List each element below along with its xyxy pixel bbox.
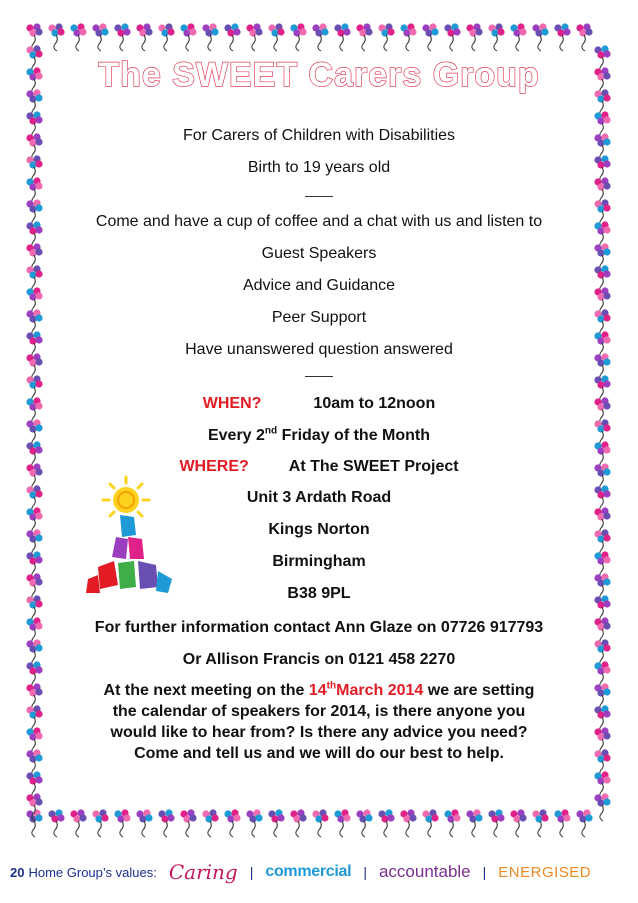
when-row [40, 394, 598, 414]
page-number: 20 [10, 864, 25, 880]
balloon-icon [532, 809, 548, 837]
value-caring: Caring [168, 860, 238, 884]
balloon-icon [466, 809, 482, 837]
balloon-icon [180, 23, 196, 51]
balloon-icon [202, 23, 218, 51]
balloon-icon [136, 23, 152, 51]
balloon-icon [246, 809, 262, 837]
balloon-icon [422, 23, 438, 51]
address-line: Unit 3 Ardath Road [246, 489, 392, 506]
footer-label: Home Group’s values: [28, 864, 157, 880]
balloon-icon [594, 177, 610, 205]
balloon-icon [136, 809, 152, 837]
balloon-icon [422, 809, 438, 837]
balloon-icon [92, 23, 108, 51]
frequency-post: Friday of the Month [277, 427, 431, 444]
contact-line-2: Or Allison Francis on 0121 458 2270 [182, 651, 456, 668]
meeting-line: would like to hear from? Is there any advice you need? [110, 724, 528, 741]
meeting-line: Come and tell us and we will do our best to help. [134, 745, 504, 762]
balloon-icon [202, 809, 218, 837]
balloon-icon [532, 23, 548, 51]
meeting-post: we are setting [423, 682, 535, 699]
balloon-icon [158, 809, 174, 837]
balloon-icon [48, 809, 64, 837]
balloon-icon [268, 809, 284, 837]
balloon-icon [378, 809, 394, 837]
separator-1 [305, 196, 333, 197]
address-line: B38 9PL [287, 585, 351, 602]
balloon-icon [576, 809, 592, 837]
meeting-line-1 [40, 681, 598, 701]
footer-separator: | [482, 864, 487, 880]
meeting-pre: At the next meeting on the [103, 682, 309, 699]
balloon-icon [554, 809, 570, 837]
value-accountable: accountable [378, 862, 471, 881]
activity-item: Guest Speakers [261, 245, 377, 262]
balloon-icon [312, 23, 328, 51]
activity-item: Advice and Guidance [242, 277, 396, 294]
balloon-icon [70, 23, 86, 51]
balloon-icon [290, 23, 306, 51]
balloon-icon [334, 809, 350, 837]
balloon-icon [26, 23, 42, 51]
balloon-icon [510, 809, 526, 837]
balloon-icon [576, 23, 592, 51]
value-energised: ENERGISED [498, 863, 592, 881]
balloon-icon [26, 809, 42, 837]
value-commercial: commercial [265, 863, 352, 880]
balloon-icon [378, 23, 394, 51]
balloon-icon [488, 23, 504, 51]
where-row [40, 457, 598, 477]
balloon-icon [466, 23, 482, 51]
people-pyramid-icon [86, 515, 172, 593]
balloon-icon [114, 809, 130, 837]
activities-lead: Come and have a cup of coffee and a chat with us and listen to [95, 213, 543, 230]
meeting-date [309, 682, 423, 699]
balloon-icon [48, 23, 64, 51]
balloon-icon [444, 809, 460, 837]
intro-line-1: For Carers of Children with Disabilities [182, 127, 456, 144]
contact-line-1: For further information contact Ann Glaze on 07726 917793 [94, 619, 544, 636]
balloon-icon [26, 771, 42, 799]
balloon-icon [268, 23, 284, 51]
balloon-icon [290, 809, 306, 837]
balloon-icon [400, 809, 416, 837]
balloon-icon [26, 793, 42, 821]
address-line: Kings Norton [268, 521, 370, 538]
balloon-icon [224, 23, 240, 51]
frequency-sup: nd [264, 425, 278, 437]
when-time: 10am to 12noon [313, 395, 436, 412]
intro-line-2: Birth to 19 years old [247, 159, 391, 176]
sun-figures-illustration [78, 475, 178, 603]
where-place: At The SWEET Project [288, 458, 459, 475]
balloon-icon [158, 23, 174, 51]
balloon-icon [510, 23, 526, 51]
balloon-icon [594, 793, 610, 821]
where-label: WHERE? [179, 458, 249, 475]
frequency [40, 426, 598, 446]
balloon-icon [312, 809, 328, 837]
balloon-icon [246, 23, 262, 51]
meeting-date-num: 14 [308, 682, 327, 699]
balloon-icon [70, 809, 86, 837]
activity-item: Have unanswered question answered [185, 341, 453, 358]
balloon-icon [356, 809, 372, 837]
balloon-icon [400, 23, 416, 51]
balloon-icon [334, 23, 350, 51]
balloon-icon [180, 809, 196, 837]
balloon-icon [488, 809, 504, 837]
meeting-date-sup: th [326, 680, 337, 692]
meeting-line: the calendar of speakers for 2014, is there anyone you [112, 703, 526, 720]
footer-separator: | [363, 864, 367, 880]
balloon-icon [444, 23, 460, 51]
footer-separator: | [249, 864, 254, 880]
balloon-icon [224, 809, 240, 837]
balloon-icon [356, 23, 372, 51]
footer [10, 858, 630, 886]
separator-2 [305, 376, 333, 377]
balloon-icon [92, 809, 108, 837]
meeting-date-month: March 2014 [336, 682, 424, 699]
frequency-pre: Every 2 [207, 427, 265, 444]
balloon-icon [594, 771, 610, 799]
when-label: WHEN? [202, 395, 262, 412]
balloon-icon [26, 177, 42, 205]
address-line: Birmingham [272, 553, 366, 570]
balloon-icon [114, 23, 130, 51]
balloon-icon [554, 23, 570, 51]
page-title: The SWEET Carers Group [98, 56, 540, 94]
activity-item: Peer Support [271, 309, 367, 326]
